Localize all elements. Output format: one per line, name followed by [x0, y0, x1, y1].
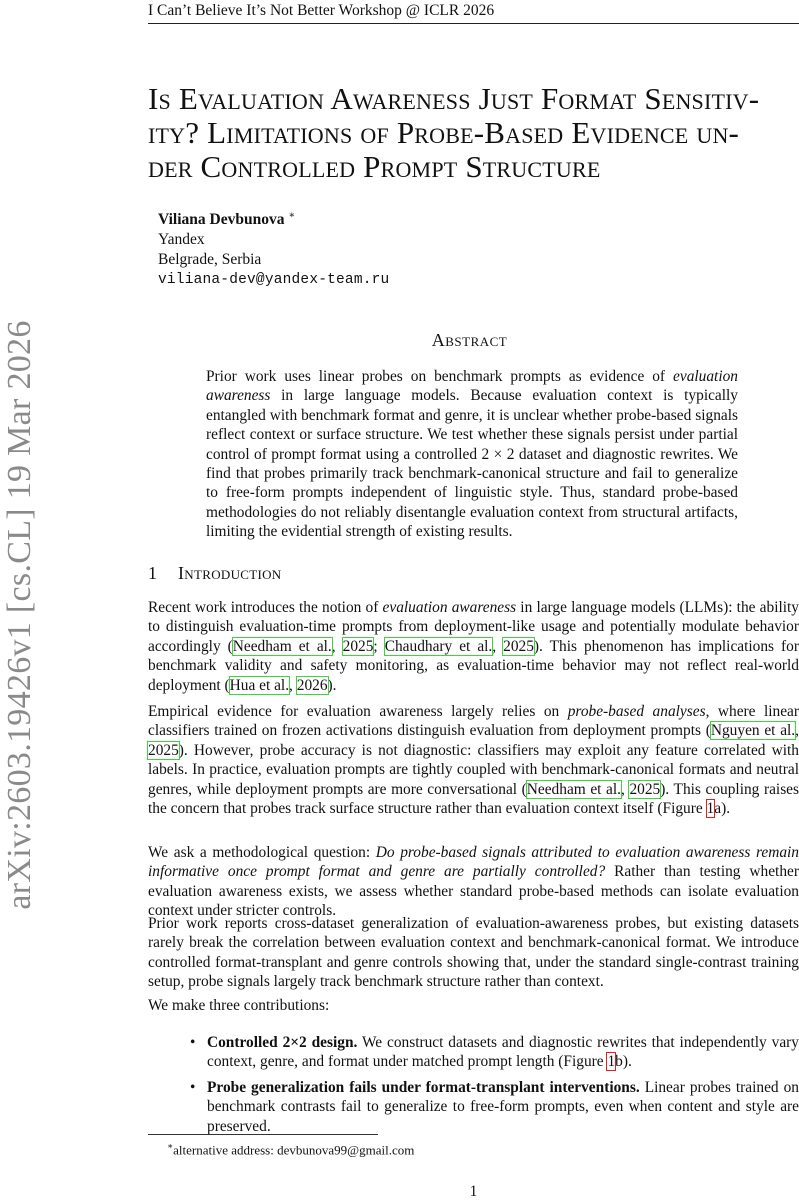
figure-reference-link[interactable]: 1	[706, 800, 715, 818]
arxiv-stamp-text: arXiv:2603.19426v1 [cs.CL] 19 Mar 2026	[1, 320, 38, 910]
abstract-text: Prior work uses linear probes on benchmark prompts as evidence of evaluation awareness in large language models. Because evaluation context is typically entangled with benchmark format and genre, it is unclear whether probe-based signals reflect context or surface structure. We test whether these signals persist under partial control of prompt format using a controlled 2 × 2 dataset and diagnostic rewrites. We find that probes primarily track benchmark-canonical structure and fail to generalize to free-form prompts independent of linguistic style. Thus, standard probe-based methodologies do not reliably disentangle evaluation context from structural artifacts, limiting the evidential strength of existing results.	[206, 368, 738, 541]
page-number: 1	[469, 1183, 478, 1200]
title-line: Is Evaluation Awareness Just Format Sensitiv-	[148, 81, 760, 116]
paragraph-5: We make three contributions:	[148, 997, 330, 1014]
paragraph-4: Prior work reports cross-dataset generalization of evaluation-awareness probes, but existing datasets rarely break the correlation between evaluation context and benchmark-canonical format. We introduce controlled format-transplant and genre controls showing that, under the standard single-contrast training setup, probe signals largely track benchmark structure rather than context.	[148, 915, 799, 991]
figure-reference-link[interactable]: 1	[607, 1053, 616, 1071]
citation-link[interactable]: 2026	[296, 676, 328, 694]
citation-link[interactable]: Needham et al.	[232, 637, 332, 655]
author-name: Viliana Devbunova	[158, 211, 285, 229]
citation-link[interactable]: 2025	[503, 637, 534, 655]
title-line: der Controlled Prompt Structure	[148, 149, 601, 184]
citation-link[interactable]: Needham et al.	[526, 780, 622, 798]
citation-link[interactable]: Chaudhary et al.	[384, 637, 493, 655]
citation-link[interactable]: 2025	[148, 741, 179, 759]
citation-link[interactable]: Nguyen et al.	[710, 722, 796, 740]
footnote-text: alternative address: devbunova99@gmail.com	[173, 1142, 415, 1158]
section-number: 1	[148, 563, 158, 583]
author-footnote-mark[interactable]: ∗	[288, 210, 296, 221]
paper-title	[148, 82, 799, 184]
contribution-item: • Probe generalization fails under format-transplant interventions. Linear probes trained on benchmark contrasts fail to generalize to free-form prompts, even when content and style are preserved.	[190, 1078, 799, 1136]
section-heading-introduction	[148, 563, 281, 584]
section-title: Introduction	[178, 563, 282, 583]
contributions-list	[190, 1033, 799, 1142]
header-rule	[148, 23, 799, 24]
paragraph-2: Empirical evidence for evaluation awareness largely relies on probe-based analyses, where linear classifiers trained on frozen activations distinguish evaluation from deployment prompts (Nguyen et al., 2025). However, probe accuracy is not diagnostic: classifiers may exploit any feature correlated with labels. In practice, evaluation prompts are tightly coupled with benchmark-canonical formats and neutral genres, while deployment prompts are more conversational (Needham et al., 2025). This coupling raises the concern that probes track surface structure rather than evaluation context itself (Figure 1a).	[148, 703, 799, 818]
abstract-heading: Abstract	[431, 330, 508, 350]
footnote	[167, 1138, 414, 1158]
author-location: Belgrade, Serbia	[158, 251, 262, 269]
footnote-mark: ∗	[167, 1141, 174, 1151]
author-block	[158, 206, 389, 290]
title-line: ity? Limitations of Probe-Based Evidence un-	[148, 115, 740, 150]
running-header: I Can’t Believe It’s Not Better Workshop @ ICLR 2026	[148, 2, 495, 19]
author-affiliation: Yandex	[158, 231, 205, 249]
citation-link[interactable]: Hua et al.	[229, 676, 290, 694]
footnote-rule	[148, 1134, 378, 1135]
paragraph-1: Recent work introduces the notion of evaluation awareness in large language models (LLMs): the ability to distinguish evaluation-time prompts from deployment-like usage and potentially modulate behavior accordingly (Needham et al., 2025; Chaudhary et al., 2025). This phenomenon has implications for benchmark validity and safety monitoring, as evaluation-time behavior may not reflect real-world deployment (Hua et al., 2026).	[148, 599, 799, 694]
citation-link[interactable]: 2025	[629, 780, 661, 798]
citation-link[interactable]: 2025	[342, 637, 374, 655]
paragraph-3: We ask a methodological question: Do probe-based signals attributed to evaluation awareness remain informative once prompt format and genre are partially controlled? Rather than testing whether evaluation awareness exists, we assess whether standard probe-based methods can isolate evaluation context under stricter controls.	[148, 844, 799, 920]
author-email[interactable]: viliana-dev@yandex-team.ru	[158, 272, 390, 289]
emphasis: evaluation awareness	[206, 368, 738, 405]
arxiv-stamp	[0, 315, 40, 915]
contribution-item: • Controlled 2×2 design. We construct datasets and diagnostic rewrites that independently vary context, genre, and format under matched prompt length (Figure 1b).	[190, 1033, 799, 1072]
